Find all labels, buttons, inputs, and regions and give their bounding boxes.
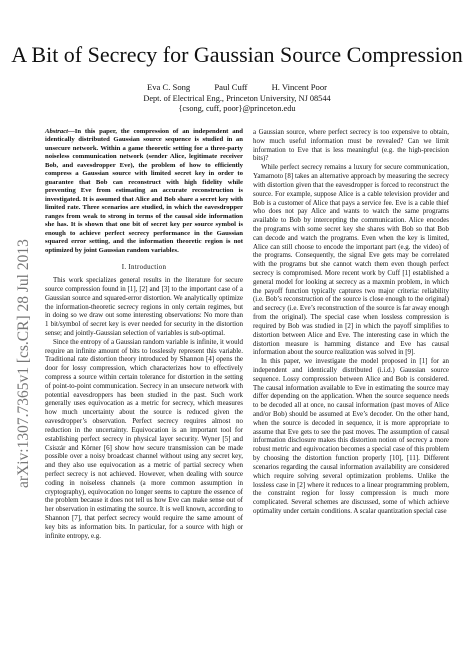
- email: {csong, cuff, poor}@princeton.edu: [178, 104, 296, 114]
- author-list: [0, 82, 474, 92]
- affiliation: Dept. of Electrical Eng., Princeton University, NJ 08544: [143, 94, 331, 103]
- paragraph: a Gaussian source, where perfect secrecy is too expensive to obtain, how much useful information must be revealed? Can we limit information to Eve that is less meaningful (e.g. the high-precision bits)?: [253, 128, 449, 163]
- left-column: [45, 128, 243, 540]
- affiliation-block: [0, 94, 474, 115]
- author-name: Eva C. Song: [147, 82, 191, 92]
- author-name: Paul Cuff: [214, 82, 248, 92]
- section-heading: I. Introduction: [121, 263, 167, 272]
- paper-title: A Bit of Secrecy for Gaussian Source Compression: [11, 42, 463, 67]
- arxiv-id: arXiv:1307.7365v1 [cs.CR] 28 Jul 2013: [15, 239, 32, 488]
- arxiv-stamp: [2, 222, 36, 492]
- abstract-text: —In this paper, the compression of an independent and identically distributed Gaussian source sequence is studied in an unsecure network. Within a game theoretic setting for a three-party noiseless communication network (sender Alice, legitimate receiver Bob, and eavesdropper Eve), the problem of how to efficiently compress a Gaussian source with limited secret key in order to guarantee that Bob can reconstruct with high fidelity while preventing Eve from estimating an accurate reconstruction is investigated. It is assumed that Alice and Bob share a secret key with limited rate. Three scenarios are studied, in which the eavesdropper ranges from weak to strong in terms of the causal side information she has. It is shown that one bit of secret key per source symbol is enough to achieve perfect secrecy performance in the Gaussian squared error setting, and the information theoretic region is not optimized by joint Gaussian random variables.: [45, 128, 243, 254]
- author-name: H. Vincent Poor: [271, 82, 327, 92]
- abstract-label: Abstract: [45, 128, 69, 135]
- abstract: [45, 128, 243, 255]
- right-column: [253, 128, 449, 516]
- paragraph: This work specializes general results in the literature for secure source compression found in [1], [2] and [3] to the important case of a Gaussian source and squared-error distortion. We analytically optimize the information-theoretic secrecy regions in only certain regimes, but in doing so we draw out some interesting observations: No more than 1 bit/symbol of secret key is ever needed for security in the distortion sense; and jointly-Gaussian selection of variables is sub-optimal.: [45, 276, 243, 337]
- paragraph: In this paper, we investigate the model proposed in [1] for an independent and identically distributed (i.i.d.) Gaussian source sequence. Lossy compression between Alice and Bob is considered. The causal information available to Eve in estimating the source may differ depending on the application. When the source sequence needs to be decoded all at once, no causal information (past moves of Alice and/or Bob) should be assumed at Eve’s decoder. On the other hand, when the source is decoded in sequence, it is more appropriate to assume that Eve gets to see the past moves. The assumption of causal information disclosure makes this distortion notion of secrecy a more robust metric and equivocation becomes a special case of this problem by choosing the distortion function properly [10], [11]. Different scenarios regarding the causal information availability are considered which require solving several optimization problems. Unlike the lossless case in [2] where it reduces to a linear programming problem, the constraint region for lossy compression is much more complicated. Several schemes are discussed, some of which achieve optimality under certain conditions. A scalar quantization special case: [253, 357, 449, 515]
- paragraph: Since the entropy of a Gaussian random variable is infinite, it would require an infinite amount of bits to losslessly represent this variable. Traditional rate distortion theory introduced by Shannon [4] opens the door for lossy compression, which characterizes how to effectively compress a source within certain tolerance for distortion in the setting of point-to-point communication. Secrecy in an unsecure network with potential eavesdroppers has been studied in the past. Such work generally uses equivocation as a metric for secrecy, which measures how much uncertainty about the source is reduced given the eavesdropper’s observation. Perfect secrecy requires almost no reduction in the uncertainty. Equivocation is an important tool for establishing perfect secrecy in physical layer security. Wyner [5] and Csiszár and Körner [6] show how secure transmission can be made possible over a noisy broadcast channel without using any secret key, and they also use equivocation as a metric of partial secrecy when perfect secrecy is not achieved. However, when dealing with source coding in noiseless channels (a more common assumption in cryptography), equivocation no longer seems to capture the essence of the problem because it does not tell us how Eve can make sense out of her observation in estimating the source. It is well known, according to Shannon [7], that perfect secrecy would require the same amount of key bits as information bits. In particular, for a source with high or infinite entropy, e.g.: [45, 337, 243, 540]
- paragraph: While perfect secrecy remains a luxury for secure communication, Yamamoto [8] takes an alternative approach by measuring the secrecy with distortion given that the eavesdropper is forced to reconstruct the source. For example, suppose Alice is a cable television provider and Bob is a customer of Alice that pays a service fee. Eve is a cable thief who does not pay Alice and wants to watch the same programs available to Bob by intercepting the communication. Alice encodes the programs with some secret key she shares with Bob so that Bob can decode and watch the programs. Even when the key is limited, Alice can still choose to encode the important part (e.g. the video) of the programs. Consequently, the signal Eve gets may be correlated with the programs but she cannot watch them even though perfect secrecy is compromised. More recent work by Cuff [1] established a general model for looking at secrecy as a maxmin problem, in which the payoff function typically captures two major criteria: reliability (i.e. Bob’s reconstruction of the source is close enough to the original) and secrecy (i.e. Eve’s reconstruction of the source is far away enough from the original). The special case when lossless compression is required by Bob was studied in [2] in which the payoff simplifies to distortion between Alice and Eve. The interesting case in which the distortion measure is hamming distance and Eve has causal information about the source realization was solved in [9].: [253, 163, 449, 357]
